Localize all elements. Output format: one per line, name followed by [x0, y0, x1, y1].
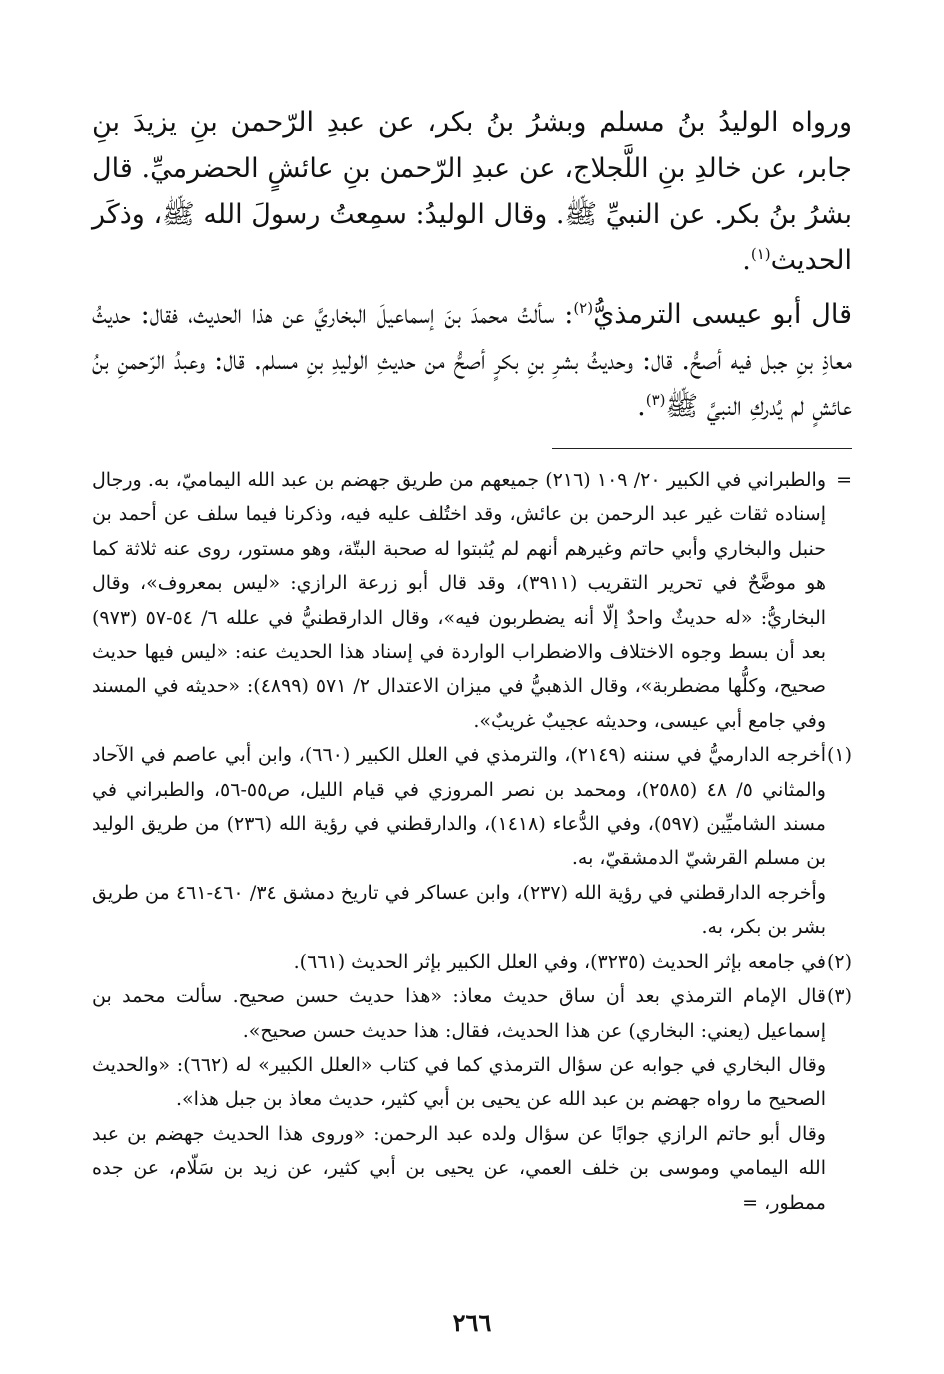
footnote-3-marker: (٣) [826, 985, 852, 1008]
paragraph-2-part-1: قال أبو عيسى الترمذيُّ [593, 299, 853, 330]
footnote-1-extra: وأخرجه الدارقطني في رؤية الله (٢٣٧)، وابن عساكر في تاريخ دمشق ٣٤/ ٤٦٠-٤٦١ من طريق بشر بن بكر، به. [92, 881, 827, 939]
continuation-text: والطبراني في الكبير ٢٠/ ١٠٩ (٢١٦) جميعهم من طريق جهضم بن عبد الله اليماميّ، به. ورجال إسناده ثقات غير عبد الرحمن بن عائش، وقد اختُلف عليه فيه، وذكرنا فيما سلف عن أحمد بن حنبل والبخاري وأبي حاتم وغيرهم أنهم لم يُثبتوا له صحبة البتّة، وهو مستور، روى عنه ثلاثة كما هو موضَّحٌ في تحرير التقريب (٣٩١١)، وقد قال أبو زرعة الرازي: «ليس بمعروف»، وقال البخاريُّ: «له حديثٌ واحدٌ إلّا أنه يضطربون فيه»، وقال الدارقطنيُّ في علله ٦/ ٥٤-٥٧ (٩٧٣) بعد أن بسط وجوه الاختلاف والاضطراب الواردة في إسناد هذا الحديث عنه: «ليس فيها حديث صحيح، وكلُّها مضطربة»، وقال الذهبيُّ في ميزان الاعتدال ٢/ ٥٧١ (٤٨٩٩): «حديثه في المسند وفي جامع أبي عيسى، وحديثه عجيبٌ غريبٌ». [92, 469, 827, 732]
footnote-2-text: في جامعه بإثر الحديث (٣٢٣٥)، وفي العلل الكبير بإثر الحديث (٦٦١). [293, 950, 826, 973]
footnote-ref-2[interactable]: (٢) [573, 299, 594, 317]
footnote-1 [92, 738, 852, 876]
footnotes-section [92, 463, 852, 1220]
paragraph-1-tail: . [742, 245, 751, 276]
footnote-3 [92, 979, 852, 1048]
footnote-1-text: أخرجه الدارميُّ في سننه (٢١٤٩)، والترمذي في العلل الكبير (٦٦٠)، وابن أبي عاصم في الآحاد والمثاني ٥/ ٤٨ (٢٥٨٥)، ومحمد بن نصر المروزي في قيام الليل، ص٥٥-٥٦، والطبراني في مسند الشاميِّين (٥٩٧)، وفي الدُّعاء (١٤١٨)، والدارقطني في رؤية الله (٢٣٦) من طريق الوليد بن مسلم القرشيّ الدمشقيّ، به. [92, 744, 826, 870]
paragraph-1-text: ورواه الوليدُ بنُ مسلم وبشرُ بنُ بكر، عن عبدِ الرّحمن بنِ يزيدَ بنِ جابر، عن خالدِ بنِ اللَّجلاج، عن عبدِ الرّحمن بنِ عائشٍ الحضرميِّ. قال بشرُ بنُ بكر. عن النبيِّ ﷺ. وقال الوليدُ: سمِعتُ رسولَ الله ﷺ، وذكَر الحديث [92, 107, 852, 276]
footnote-3-extra-1: وقال البخاري في جوابه عن سؤال الترمذي كما في كتاب «العلل الكبير» له (٦٦٢): «والحديث الصحيح ما رواه جهضم بن عبد الله عن يحيى بن أبي كثير، حديث معاذ بن جبل هذا». [92, 1053, 826, 1111]
main-paragraph-2 [92, 292, 852, 430]
footnote-3-text: قال الإمام الترمذي بعد أن ساق حديث معاذ: «هذا حديث حسن صحيح. سألت محمد بن إسماعيل (يعني: البخاري) عن هذا الحديث، فقال: هذا حديث حسن صحيح». [92, 985, 826, 1042]
footnote-2 [92, 945, 852, 979]
footnote-ref-3[interactable]: (٣) [645, 391, 666, 409]
page-number: ٢٦٦ [452, 1308, 492, 1337]
main-paragraph-1 [92, 100, 852, 284]
footnote-separator [552, 448, 852, 449]
footnote-3-extra-2: وقال أبو حاتم الرازي جوابًا عن سؤال ولده عبد الرحمن: «وروى هذا الحديث جهضم بن عبد الله اليمامي وموسى بن خلف العمي، عن يحيى بن أبي كثير، عن زيد بن سَلّام، عن جده ممطور، = [92, 1122, 826, 1214]
footnote-2-marker: (٢) [826, 950, 852, 973]
footnote-ref-1[interactable]: (١) [750, 245, 771, 263]
paragraph-2-tail: . [637, 391, 646, 422]
continuation-marker: = [836, 469, 852, 491]
main-text [92, 100, 852, 430]
paragraph-2-part-2: : سألتُ محمدَ بنَ إسماعيلَ البخاريَّ عن هذا الحديث، فقال: حديثُ معاذِ بنِ جبل فيه أصحُّ. قال: وحديثُ بشرِ بنِ بكرٍ أصحُّ من حديثِ الوليدِ بنِ مسلم. قال: وعبدُ الرّحمنِ بنُ عائشٍ لم يُدركِ النبيَّ ﷺ [92, 299, 852, 422]
footnote-1-marker: (١) [826, 744, 852, 767]
book-page [92, 100, 852, 1340]
footnote-continuation [92, 463, 852, 738]
